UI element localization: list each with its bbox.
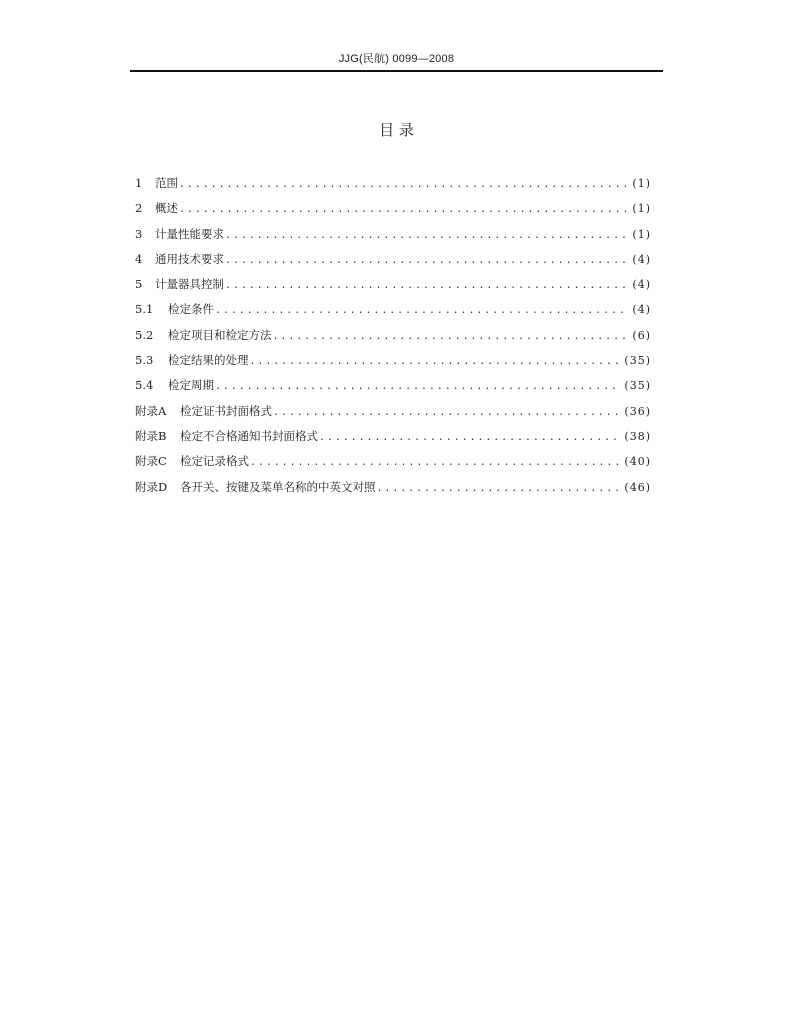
toc-entry-page: (4) <box>632 278 651 292</box>
toc-entry[interactable] <box>135 200 651 225</box>
toc-dot-leader <box>214 381 620 392</box>
toc-entry-page: (35) <box>624 379 651 393</box>
toc-entry[interactable] <box>135 428 651 453</box>
toc-dot-leader <box>178 204 628 215</box>
toc-entry-number: 5.2 <box>135 327 154 342</box>
toc-entry-title: 计量性能要求 <box>155 226 224 241</box>
toc-entry-page: (1) <box>632 227 651 241</box>
toc-dot-leader <box>272 407 620 418</box>
toc-dot-leader <box>178 179 628 190</box>
toc-entry-title: 计量器具控制 <box>155 277 224 292</box>
toc-entry-page: (4) <box>632 303 651 317</box>
toc-entry-number: 附录D <box>135 479 168 494</box>
toc-entry[interactable] <box>135 327 651 352</box>
toc-entry[interactable] <box>135 251 651 276</box>
toc-entry[interactable] <box>135 479 651 504</box>
toc-entry-title: 检定结果的处理 <box>168 353 249 368</box>
toc-entry[interactable] <box>135 175 651 200</box>
toc-entry-title: 检定不合格通知书封面格式 <box>180 428 318 443</box>
toc-dot-leader <box>214 305 628 316</box>
toc-entry[interactable] <box>135 403 651 428</box>
toc-entry-page: (1) <box>632 177 651 190</box>
toc-entry[interactable] <box>135 301 651 326</box>
toc-dot-leader <box>376 483 621 494</box>
toc-entry-number: 5.4 <box>135 378 154 393</box>
toc-entry-title: 概述 <box>155 201 178 216</box>
toc-entry-title: 通用技术要求 <box>155 251 224 266</box>
toc-dot-leader <box>249 457 620 468</box>
toc-entry-title: 检定周期 <box>168 378 214 393</box>
toc-entry-number: 5.1 <box>135 302 154 317</box>
toc-entry-title: 范围 <box>155 176 178 190</box>
toc-dot-leader <box>249 356 621 367</box>
toc-entry-title: 检定项目和检定方法 <box>168 327 272 342</box>
toc-entry-page: (46) <box>624 480 651 494</box>
toc-dot-leader <box>224 280 628 291</box>
toc-entry-page: (6) <box>632 328 651 342</box>
toc-entry[interactable] <box>135 377 651 402</box>
toc-entry-number: 5.3 <box>135 353 154 368</box>
toc-entry-page: (1) <box>632 202 651 216</box>
toc-entry-page: (40) <box>624 455 651 469</box>
toc-entry-number: 1 <box>135 176 143 190</box>
toc-entry-title: 检定条件 <box>168 302 214 317</box>
toc-entry-number: 3 <box>135 226 143 241</box>
toc-entry-title: 检定记录格式 <box>180 454 249 469</box>
toc-dot-leader <box>224 230 628 241</box>
toc-entry-number: 附录A <box>135 403 167 418</box>
toc-entry[interactable] <box>135 226 651 251</box>
toc-title: 目 录 <box>379 121 414 139</box>
toc-entry-title: 各开关、按键及菜单名称的中英文对照 <box>180 479 376 494</box>
toc-entry-page: (36) <box>624 404 651 418</box>
toc-entry-number: 附录C <box>135 454 167 469</box>
header-rule <box>130 70 663 72</box>
toc-entry[interactable] <box>135 352 651 377</box>
toc-dot-leader <box>224 255 628 266</box>
toc-entry-number: 2 <box>135 201 143 216</box>
toc-entry-title: 检定证书封面格式 <box>180 403 272 418</box>
toc-entry-page: (35) <box>624 354 651 368</box>
toc-entry-number: 4 <box>135 251 143 266</box>
running-header: JJG(民航) 0099—2008 <box>338 53 455 65</box>
toc-entry-page: (38) <box>624 429 651 443</box>
toc-entry-number: 附录B <box>135 428 167 443</box>
toc-entry[interactable] <box>135 276 651 301</box>
toc-entry-page: (4) <box>632 252 651 266</box>
table-of-contents <box>135 175 651 504</box>
toc-dot-leader <box>318 432 620 443</box>
toc-dot-leader <box>272 331 629 342</box>
toc-entry-number: 5 <box>135 277 143 292</box>
toc-entry[interactable] <box>135 453 651 478</box>
